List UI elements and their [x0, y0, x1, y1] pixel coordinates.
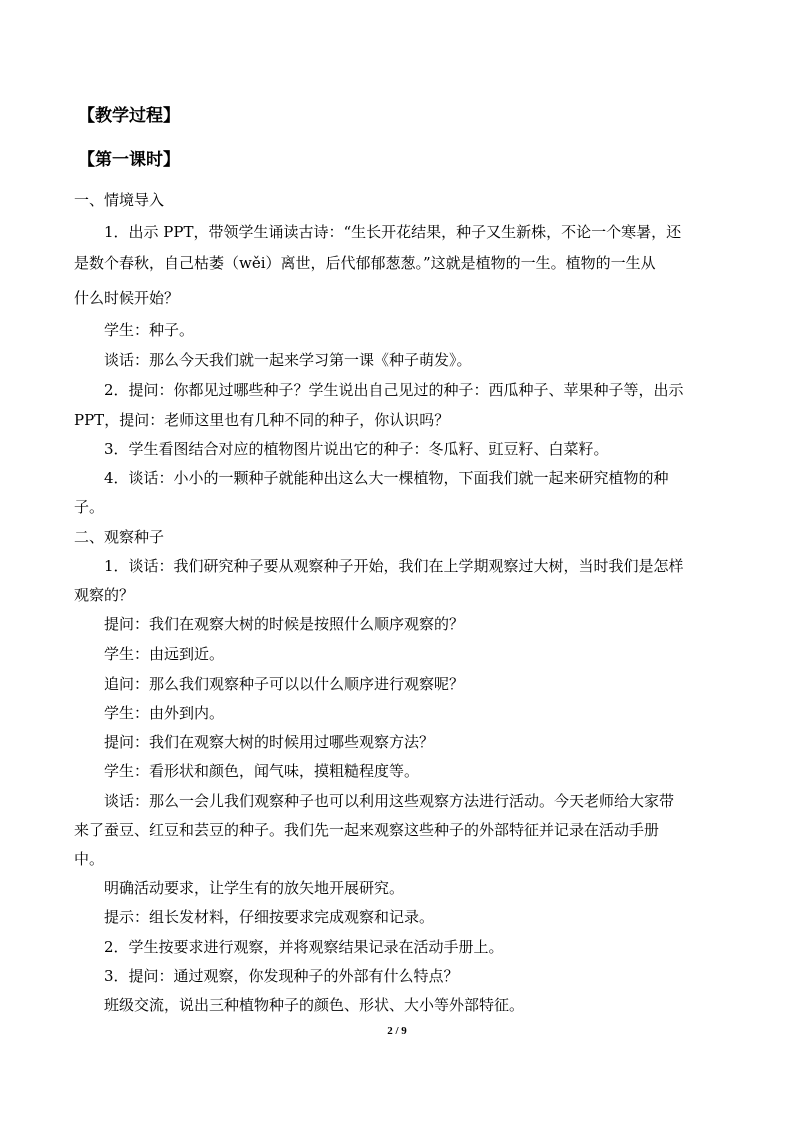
heading-teaching-process: 【教学过程】 [78, 106, 180, 126]
paragraph-line: 是数个春秋，自己枯萎（wěi）离世，后代郁郁葱葱。”这就是植物的一生。植物的一生从 [74, 254, 656, 272]
paragraph-line: 谈话：那么一会儿我们观察种子也可以利用这些观察方法进行活动。今天老师给大家带 [104, 792, 675, 810]
paragraph-line: 3．提问：通过观察，你发现种子的外部有什么特点？ [104, 967, 459, 985]
paragraph-line: 子。 [74, 498, 105, 516]
paragraph-line: 2．提问：你都见过哪些种子？学生说出自己见过的种子：西瓜种子、苹果种子等，出示 [104, 381, 684, 399]
paragraph-line: 学生：由外到内。 [104, 704, 225, 722]
paragraph-line: 2．学生按要求进行观察，并将观察结果记录在活动手册上。 [104, 938, 504, 956]
paragraph-line: 谈话：那么今天我们就一起来学习第一课《种子萌发》。 [104, 351, 472, 369]
paragraph-line: 1．出示 PPT，带领学生诵读古诗：“生长开花结果，种子又生新株，不论一个寒暑，还 [104, 223, 682, 241]
paragraph-line: 明确活动要求，让学生有的放矢地开展研究。 [104, 879, 405, 897]
paragraph-line: 1．谈话：我们研究种子要从观察种子开始，我们在上学期观察过大树，当时我们是怎样 [104, 557, 684, 575]
paragraph-line: 学生：看形状和颜色，闻气味，摸粗糙程度等。 [104, 762, 420, 780]
section-title-intro: 一、情境导入 [74, 191, 165, 209]
paragraph-line: 观察的？ [74, 586, 135, 604]
section-title-observe-seeds: 二、观察种子 [74, 528, 165, 546]
paragraph-line: 学生：种子。 [104, 321, 195, 339]
paragraph-line: 提问：我们在观察大树的时候是按照什么顺序观察的？ [104, 615, 465, 633]
paragraph-line: 提示：组长发材料，仔细按要求完成观察和记录。 [104, 908, 435, 926]
paragraph-line: 学生：由远到近。 [104, 645, 225, 663]
paragraph-line: 班级交流，说出三种植物种子的颜色、形状、大小等外部特征。 [104, 996, 525, 1014]
paragraph-line: 提问：我们在观察大树的时候用过哪些观察方法？ [104, 733, 435, 751]
paragraph-line: 追问：那么我们观察种子可以以什么顺序进行观察呢？ [104, 675, 465, 693]
paragraph-line: 4．谈话：小小的一颗种子就能种出这么大一棵植物，下面我们就一起来研究植物的种 [104, 469, 669, 487]
paragraph-line: 来了蚕豆、红豆和芸豆的种子。我们先一起来观察这些种子的外部特征并记录在活动手册 [74, 821, 660, 839]
paragraph-line: PPT，提问：老师这里也有几种不同的种子，你认识吗？ [74, 411, 450, 429]
heading-first-lesson: 【第一课时】 [78, 150, 180, 170]
page-number: 2 / 9 [387, 1025, 407, 1037]
paragraph-line: 3．学生看图结合对应的植物图片说出它的种子：冬瓜籽、豇豆籽、白菜籽。 [104, 440, 609, 458]
paragraph-line: 什么时候开始？ [74, 289, 180, 307]
paragraph-line: 中。 [74, 850, 105, 868]
